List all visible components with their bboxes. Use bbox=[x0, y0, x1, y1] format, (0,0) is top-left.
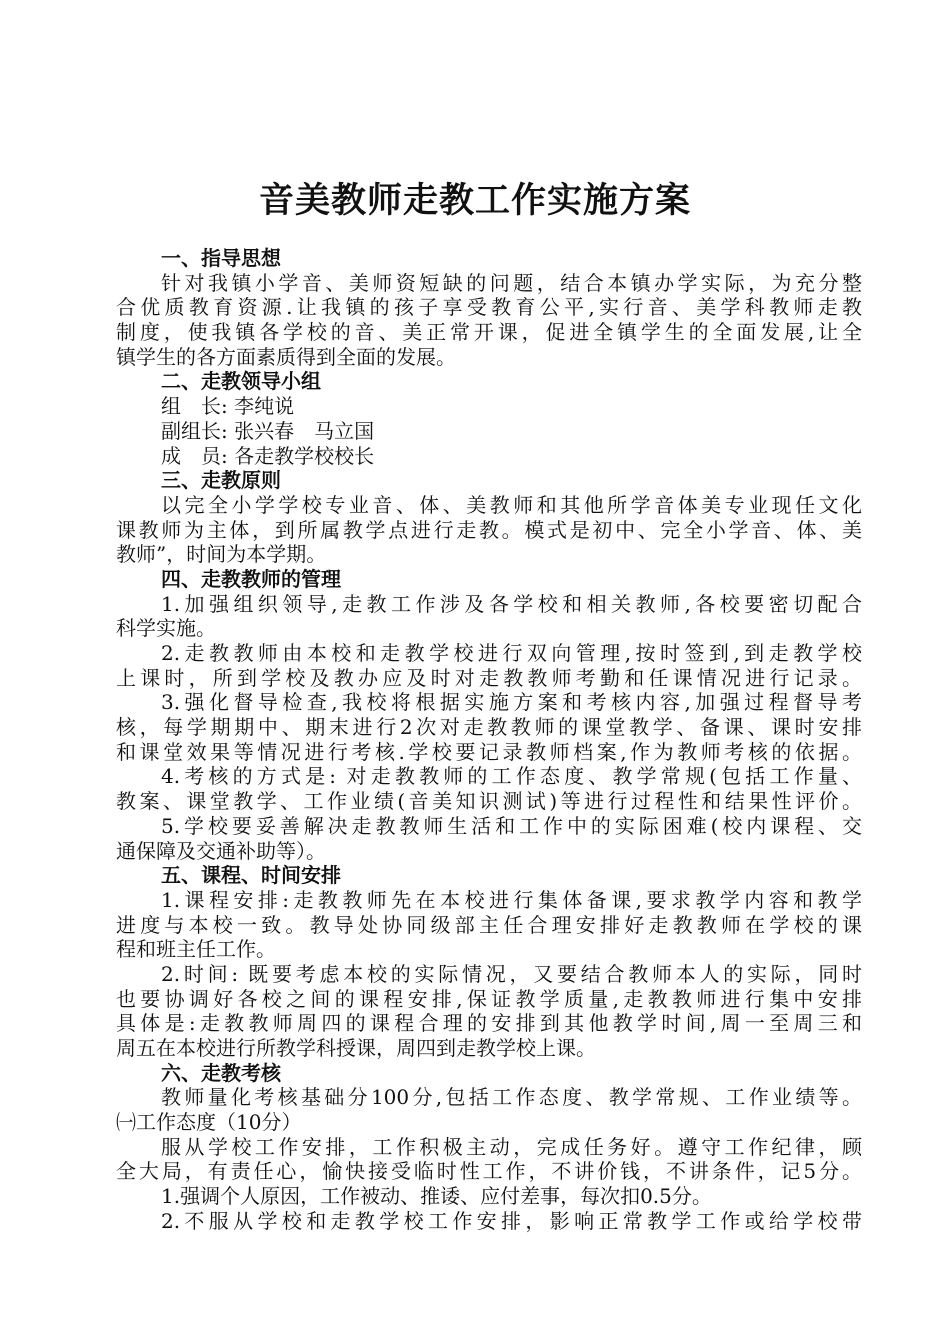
paragraph-line: 科学实施。 bbox=[116, 616, 216, 641]
section-heading: 六、走教考核 bbox=[161, 1060, 281, 1085]
section-heading: 三、走教原则 bbox=[161, 468, 281, 493]
section-heading: 二、走教领导小组 bbox=[161, 369, 321, 394]
paragraph-line: 程和班主任工作。 bbox=[116, 937, 276, 962]
paragraph-line: 针对我镇小学音、美师资短缺的问题，结合本镇办学实际，为充分整 bbox=[161, 270, 862, 295]
document-title: 音美教师走教工作实施方案 bbox=[258, 181, 691, 221]
paragraph-line: 通保障及交通补助等）。 bbox=[116, 838, 326, 863]
paragraph-line: 5.学校要妥善解决走教教师生活和工作中的实际困难(校内课程、交 bbox=[161, 813, 862, 838]
section-heading: 四、走教教师的管理 bbox=[161, 566, 341, 591]
paragraph-line: 服从学校工作安排，工作积极主动，完成任务好。遵守工作纪律，顾 bbox=[161, 1134, 862, 1159]
paragraph-line: 2.走教教师由本校和走教学校进行双向管理,按时签到,到走教学校 bbox=[161, 641, 862, 665]
paragraph-line: 也要协调好各校之间的课程安排,保证教学质量,走教教师进行集中安排 bbox=[116, 986, 862, 1011]
paragraph-line: 上课时，所到学校及教办应及时对走教教师考勤和任课情况进行记录。 bbox=[116, 665, 862, 690]
paragraph-line: 课教师为主体，到所属教学点进行走教。模式是初中、完全小学音、体、美 bbox=[116, 517, 862, 542]
paragraph-line: 以完全小学学校专业音、体、美教师和其他所学音体美专业现任文化 bbox=[161, 492, 862, 517]
paragraph-line: 周五在本校进行所教学科授课，周四到走教学校上课。 bbox=[116, 1036, 596, 1060]
paragraph-line: 具体是:走教教师周四的课程合理的安排到其他教学时间,周一至周三和 bbox=[116, 1011, 862, 1036]
paragraph-line: 合优质教育资源.让我镇的孩子享受教育公平,实行音、美学科教师走教 bbox=[116, 295, 862, 320]
paragraph-line: 镇学生的各方面素质得到全面的发展。 bbox=[116, 344, 456, 369]
paragraph-line: 1.强调个人原因，工作被动、推诿、应付差事，每次扣0.5分。 bbox=[161, 1184, 712, 1209]
paragraph-line: 教师量化考核基础分100分,包括工作态度、教学常规、工作业绩等。 bbox=[161, 1085, 862, 1110]
paragraph-line: 制度，使我镇各学校的音、美正常开课，促进全镇学生的全面发展,让全 bbox=[116, 320, 862, 345]
section-heading: 五、课程、时间安排 bbox=[161, 863, 341, 888]
paragraph-line: 进度与本校一致。教导处协同级部主任合理安排好走教教师在学校的课 bbox=[116, 912, 862, 937]
paragraph-line: 教案、课堂教学、工作业绩(音美知识测试)等进行过程性和结果性评价。 bbox=[116, 789, 862, 814]
paragraph-line: 1.课程安排:走教教师先在本校进行集体备课,要求教学内容和教学 bbox=[161, 887, 862, 912]
paragraph-line: 组 长: 李纯说 bbox=[161, 394, 295, 419]
paragraph-line: ㈠工作态度（10分） bbox=[116, 1110, 302, 1135]
paragraph-line: 2.不服从学校和走教学校工作安排，影响正常教学工作或给学校带 bbox=[161, 1208, 862, 1233]
paragraph-line: 1.加强组织领导,走教工作涉及各学校和相关教师,各校要密切配合 bbox=[161, 591, 862, 616]
paragraph-line: 全大局，有责任心，愉快接受临时性工作，不讲价钱，不讲条件，记5分。 bbox=[116, 1159, 862, 1184]
paragraph-line: 2.时间: 既要考虑本校的实际情况，又要结合教师本人的实际，同时 bbox=[161, 961, 862, 986]
paragraph-line: 4.考核的方式是: 对走教教师的工作态度、教学常规(包括工作量、 bbox=[161, 764, 862, 789]
section-heading: 一、指导思想 bbox=[161, 246, 281, 270]
paragraph-line: 3.强化督导检查,我校将根据实施方案和考核内容,加强过程督导考 bbox=[161, 690, 862, 715]
paragraph-line: 教师”，时间为本学期。 bbox=[116, 542, 327, 567]
paragraph-line: 和课堂效果等情况进行考核.学校要记录教师档案,作为教师考核的依据。 bbox=[116, 739, 862, 764]
document-body bbox=[116, 246, 862, 1234]
paragraph-line: 核，每学期期中、期末进行2次对走教教师的课堂教学、备课、课时安排 bbox=[116, 715, 862, 740]
paragraph-line: 成 员: 各走教学校校长 bbox=[161, 443, 375, 468]
paragraph-line: 副组长: 张兴春 马立国 bbox=[161, 418, 375, 443]
